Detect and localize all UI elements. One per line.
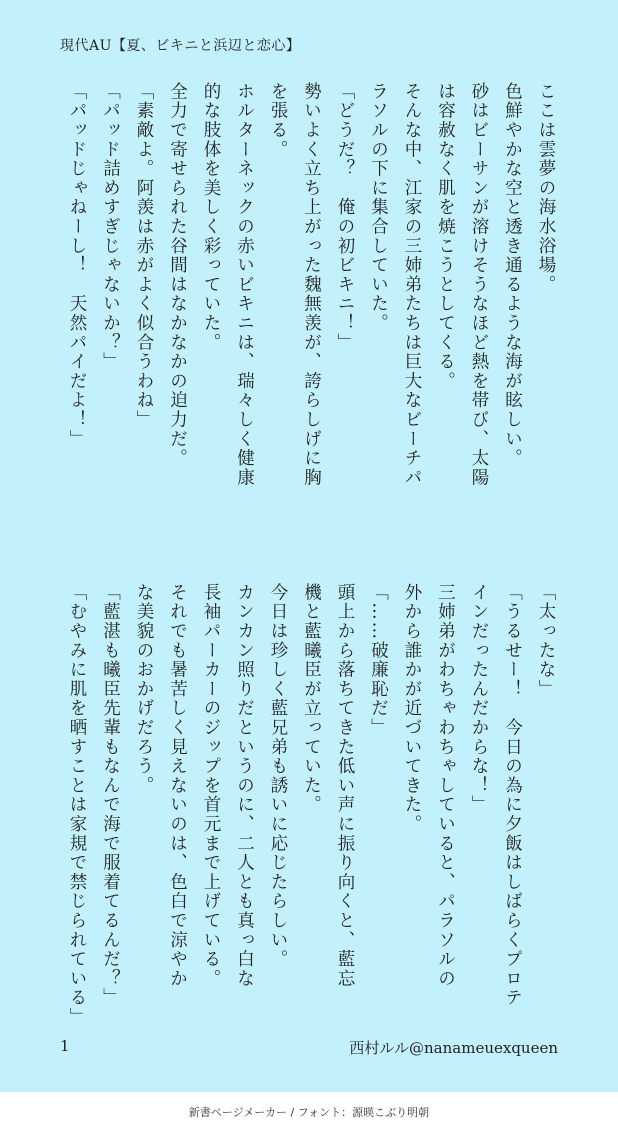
text-line: は容赦なく肌を焼こうとしてくる。 bbox=[435, 82, 456, 391]
text-block-bottom bbox=[62, 583, 562, 1027]
text-line: 今日は珍しく藍兄弟も誘いに応じたらしい。 bbox=[268, 583, 288, 969]
text-line: 機と藍曦臣が立っていた。 bbox=[301, 583, 322, 815]
text-block-top bbox=[62, 82, 562, 522]
text-line: 「……破廉恥だ」 bbox=[368, 583, 389, 738]
text-line: それでも暑苦しく見えないのは、色白で涼やか bbox=[167, 583, 188, 989]
text-line: 「藍湛も曦臣先輩もなんで海で服着てるんだ？」 bbox=[100, 583, 121, 1008]
text-line: 「うるせー！ 今日の為に夕飯はしばらくプロテ bbox=[502, 583, 523, 1008]
text-line: を張る。 bbox=[268, 82, 288, 160]
text-line: 全力で寄せられた谷間はなかなかの迫力だ。 bbox=[167, 82, 188, 468]
text-line: 「太ったな」 bbox=[536, 583, 556, 699]
text-line: 「素敵よ。阿羡は赤がよく似合うわね」 bbox=[134, 82, 154, 430]
text-line: 「どうだ？ 俺の初ビキニ！」 bbox=[335, 82, 355, 353]
text-line: そんな中、江家の三姉弟たちは巨大なビーチパ bbox=[402, 82, 422, 488]
text-line: 砂はビーサンが溶けそうなほど熱を帯び、太陽 bbox=[469, 82, 489, 488]
text-line: カンカン照りだというのに、二人とも真っ白な bbox=[234, 583, 255, 989]
text-line: 勢いよく立ち上がった魏無羡が、誇らしげに胸 bbox=[301, 82, 322, 488]
text-line: 色鮮やかな空と透き通るような海が眩しい。 bbox=[502, 82, 523, 468]
page-number: 1 bbox=[60, 1037, 70, 1055]
text-line: 「パッドじゃねーし！ 天然パイだよ！」 bbox=[67, 82, 87, 449]
text-line: 「むやみに肌を晒すことは家規で禁じられている」 bbox=[67, 583, 87, 1027]
text-line: ラソルの下に集合していた。 bbox=[368, 82, 389, 333]
text-line: ホルターネックの赤いビキニは、瑞々しく健康 bbox=[234, 82, 255, 488]
text-line: な美貌のおかげだろう。 bbox=[134, 583, 154, 796]
page-title: 現代AU【夏、ビキニと浜辺と恋心】 bbox=[60, 38, 301, 54]
text-line: インだったんだからな！」 bbox=[469, 583, 489, 815]
text-line: 「パッド詰めすぎじゃないか？」 bbox=[100, 82, 121, 372]
text-line: 三姉弟がわちゃわちゃしていると、パラソルの bbox=[435, 583, 456, 989]
text-line: 頭上から落ちてきた低い声に振り向くと、藍忘 bbox=[335, 583, 355, 989]
author-handle: 西村ルル@nanameuexqueen bbox=[349, 1039, 558, 1057]
text-line: 長袖パーカーのジップを首元まで上げている。 bbox=[201, 583, 221, 989]
text-line: 外から誰かが近づいてきた。 bbox=[402, 583, 422, 834]
text-line: ここは雲夢の海水浴場。 bbox=[536, 82, 556, 295]
text-line: 的な肢体を美しく彩っていた。 bbox=[201, 82, 221, 353]
generator-credit: 新書ページメーカー / フォント：源暎こぶり明朝 bbox=[188, 1106, 430, 1119]
